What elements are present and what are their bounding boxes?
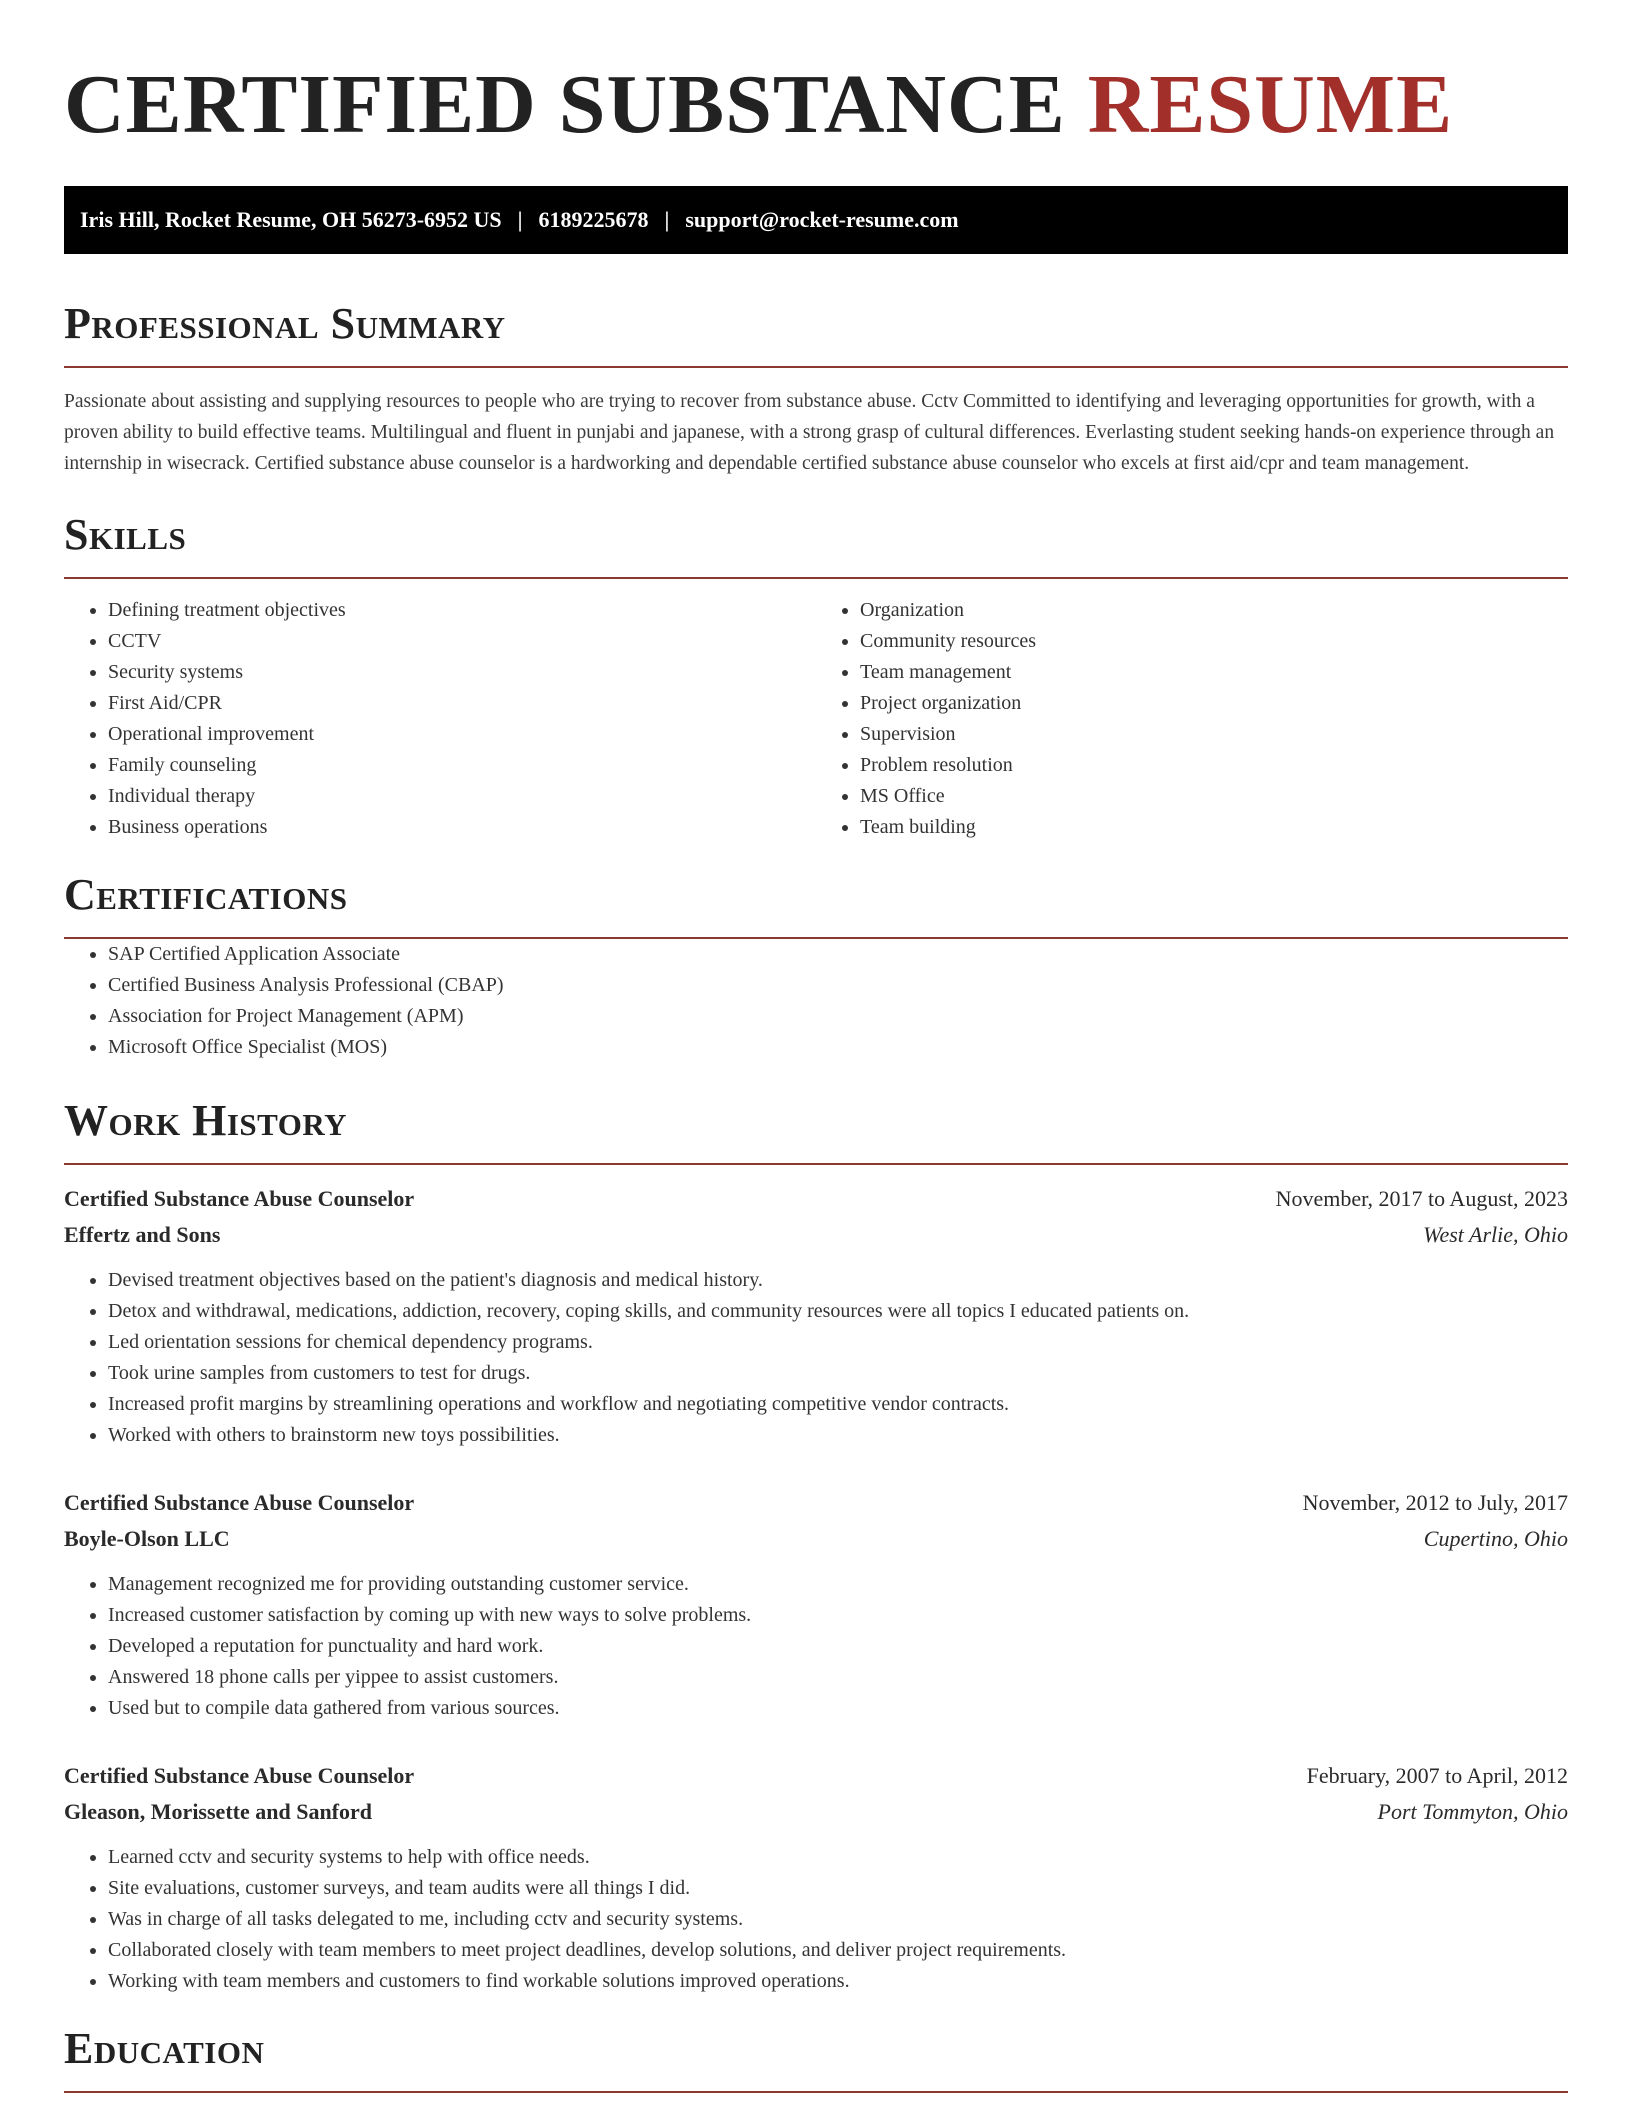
skill-item: • CCTV xyxy=(108,626,816,657)
job-bullet: • Used but to compile data gathered from various sources. xyxy=(108,1693,1568,1724)
job-bullet: • Learned cctv and security systems to help with office needs. xyxy=(108,1842,1568,1873)
job-company: Boyle-Olson LLC xyxy=(64,1526,230,1551)
skill-item: • Team management xyxy=(860,657,1568,688)
skills-column-right xyxy=(816,595,1568,843)
job-bullet: • Led orientation sessions for chemical dependency programs. xyxy=(108,1327,1568,1358)
job-company: Gleason, Morissette and Sanford xyxy=(64,1799,372,1824)
contact-address: Iris Hill, Rocket Resume, OH 56273-6952 US xyxy=(80,207,502,232)
job-bullet: • Detox and withdrawal, medications, addiction, recovery, coping skills, and community resources were all topics I educated patients on. xyxy=(108,1296,1568,1327)
job-company-row xyxy=(64,1217,1568,1253)
job-company: Effertz and Sons xyxy=(64,1222,221,1247)
education-heading: Education xyxy=(64,2021,1568,2093)
job-title: Certified Substance Abuse Counselor xyxy=(64,1490,415,1515)
job-entry xyxy=(64,1485,1568,1724)
skills-heading: Skills xyxy=(64,507,1568,579)
title-accent: RESUME xyxy=(1087,58,1454,151)
job-header-row xyxy=(64,1758,1568,1794)
contact-bar xyxy=(64,186,1568,254)
job-header-row xyxy=(64,1181,1568,1217)
job-bullet: • Answered 18 phone calls per yippee to assist customers. xyxy=(108,1662,1568,1693)
skill-item: • MS Office xyxy=(860,781,1568,812)
skill-item: • Security systems xyxy=(108,657,816,688)
skill-item: • Business operations xyxy=(108,812,816,843)
job-location: West Arlie, Ohio xyxy=(1423,1222,1568,1247)
job-entry xyxy=(64,1181,1568,1451)
contact-separator: | xyxy=(517,207,523,232)
job-bullet: • Increased customer satisfaction by coming up with new ways to solve problems. xyxy=(108,1600,1568,1631)
job-bullet: • Collaborated closely with team members to meet project deadlines, develop solutions, and deliver project requirements. xyxy=(108,1935,1568,1966)
job-entry xyxy=(64,1758,1568,1997)
contact-phone: 6189225678 xyxy=(538,207,649,232)
skill-item: • Individual therapy xyxy=(108,781,816,812)
skill-item: • Defining treatment objectives xyxy=(108,595,816,626)
job-bullet: • Was in charge of all tasks delegated to me, including cctv and security systems. xyxy=(108,1904,1568,1935)
title-main: CERTIFIED SUBSTANCE xyxy=(64,58,1088,151)
job-bullets xyxy=(64,1842,1568,1997)
certification-item: • Association for Project Management (APM) xyxy=(108,1001,1568,1032)
job-bullet: • Worked with others to brainstorm new toys possibilities. xyxy=(108,1420,1568,1451)
resume-title xyxy=(64,0,1568,160)
certifications-heading: Certifications xyxy=(64,867,1568,939)
job-dates: November, 2012 to July, 2017 xyxy=(1302,1490,1568,1515)
contact-email: support@rocket-resume.com xyxy=(685,207,959,232)
skill-item: • Team building xyxy=(860,812,1568,843)
skills-list xyxy=(64,595,1568,843)
job-dates: February, 2007 to April, 2012 xyxy=(1306,1763,1568,1788)
summary-text: Passionate about assisting and supplying resources to people who are trying to recover from substance abuse. Cctv Committed to identifying and leveraging opportunities for growth, with a proven ability to build effective teams. Multilingual and fluent in punjabi and japanese, with a strong grasp of cultural differences. Everlasting student seeking hands-on experience through an internship in wisecrack. Certified substance abuse counselor is a hardworking and dependable certified substance abuse counselor who excels at first aid/cpr and team management. xyxy=(64,391,1555,474)
job-bullet: • Devised treatment objectives based on the patient's diagnosis and medical history. xyxy=(108,1265,1568,1296)
job-location: Cupertino, Ohio xyxy=(1423,1526,1568,1551)
job-header-row xyxy=(64,1485,1568,1521)
skill-item: • Family counseling xyxy=(108,750,816,781)
job-company-row xyxy=(64,1794,1568,1830)
job-bullet: • Working with team members and customers to find workable solutions improved operations. xyxy=(108,1966,1568,1997)
job-bullet: • Developed a reputation for punctuality and hard work. xyxy=(108,1631,1568,1662)
summary-heading: Professional Summary xyxy=(64,296,1568,368)
job-bullets xyxy=(64,1569,1568,1724)
skill-item: • Community resources xyxy=(860,626,1568,657)
job-bullet: • Took urine samples from customers to test for drugs. xyxy=(108,1358,1568,1389)
job-bullet: • Site evaluations, customer surveys, and team audits were all things I did. xyxy=(108,1873,1568,1904)
job-location: Port Tommyton, Ohio xyxy=(1377,1799,1568,1824)
certifications-list xyxy=(64,939,1568,1063)
skill-item: • Problem resolution xyxy=(860,750,1568,781)
certification-item: • Microsoft Office Specialist (MOS) xyxy=(108,1032,1568,1063)
skill-item: • Supervision xyxy=(860,719,1568,750)
job-dates: November, 2017 to August, 2023 xyxy=(1275,1186,1568,1211)
certification-item: • SAP Certified Application Associate xyxy=(108,939,1568,970)
job-title: Certified Substance Abuse Counselor xyxy=(64,1186,415,1211)
skill-item: • First Aid/CPR xyxy=(108,688,816,719)
skill-item: • Project organization xyxy=(860,688,1568,719)
skill-item: • Organization xyxy=(860,595,1568,626)
job-bullets xyxy=(64,1265,1568,1451)
work-history-heading: Work History xyxy=(64,1093,1568,1165)
job-bullet: • Management recognized me for providing outstanding customer service. xyxy=(108,1569,1568,1600)
job-company-row xyxy=(64,1521,1568,1557)
job-title: Certified Substance Abuse Counselor xyxy=(64,1763,415,1788)
skill-item: • Operational improvement xyxy=(108,719,816,750)
contact-separator: | xyxy=(664,207,670,232)
certification-item: • Certified Business Analysis Professional (CBAP) xyxy=(108,970,1568,1001)
job-bullet: • Increased profit margins by streamlining operations and workflow and negotiating competitive vendor contracts. xyxy=(108,1389,1568,1420)
skills-column-left xyxy=(64,595,816,843)
